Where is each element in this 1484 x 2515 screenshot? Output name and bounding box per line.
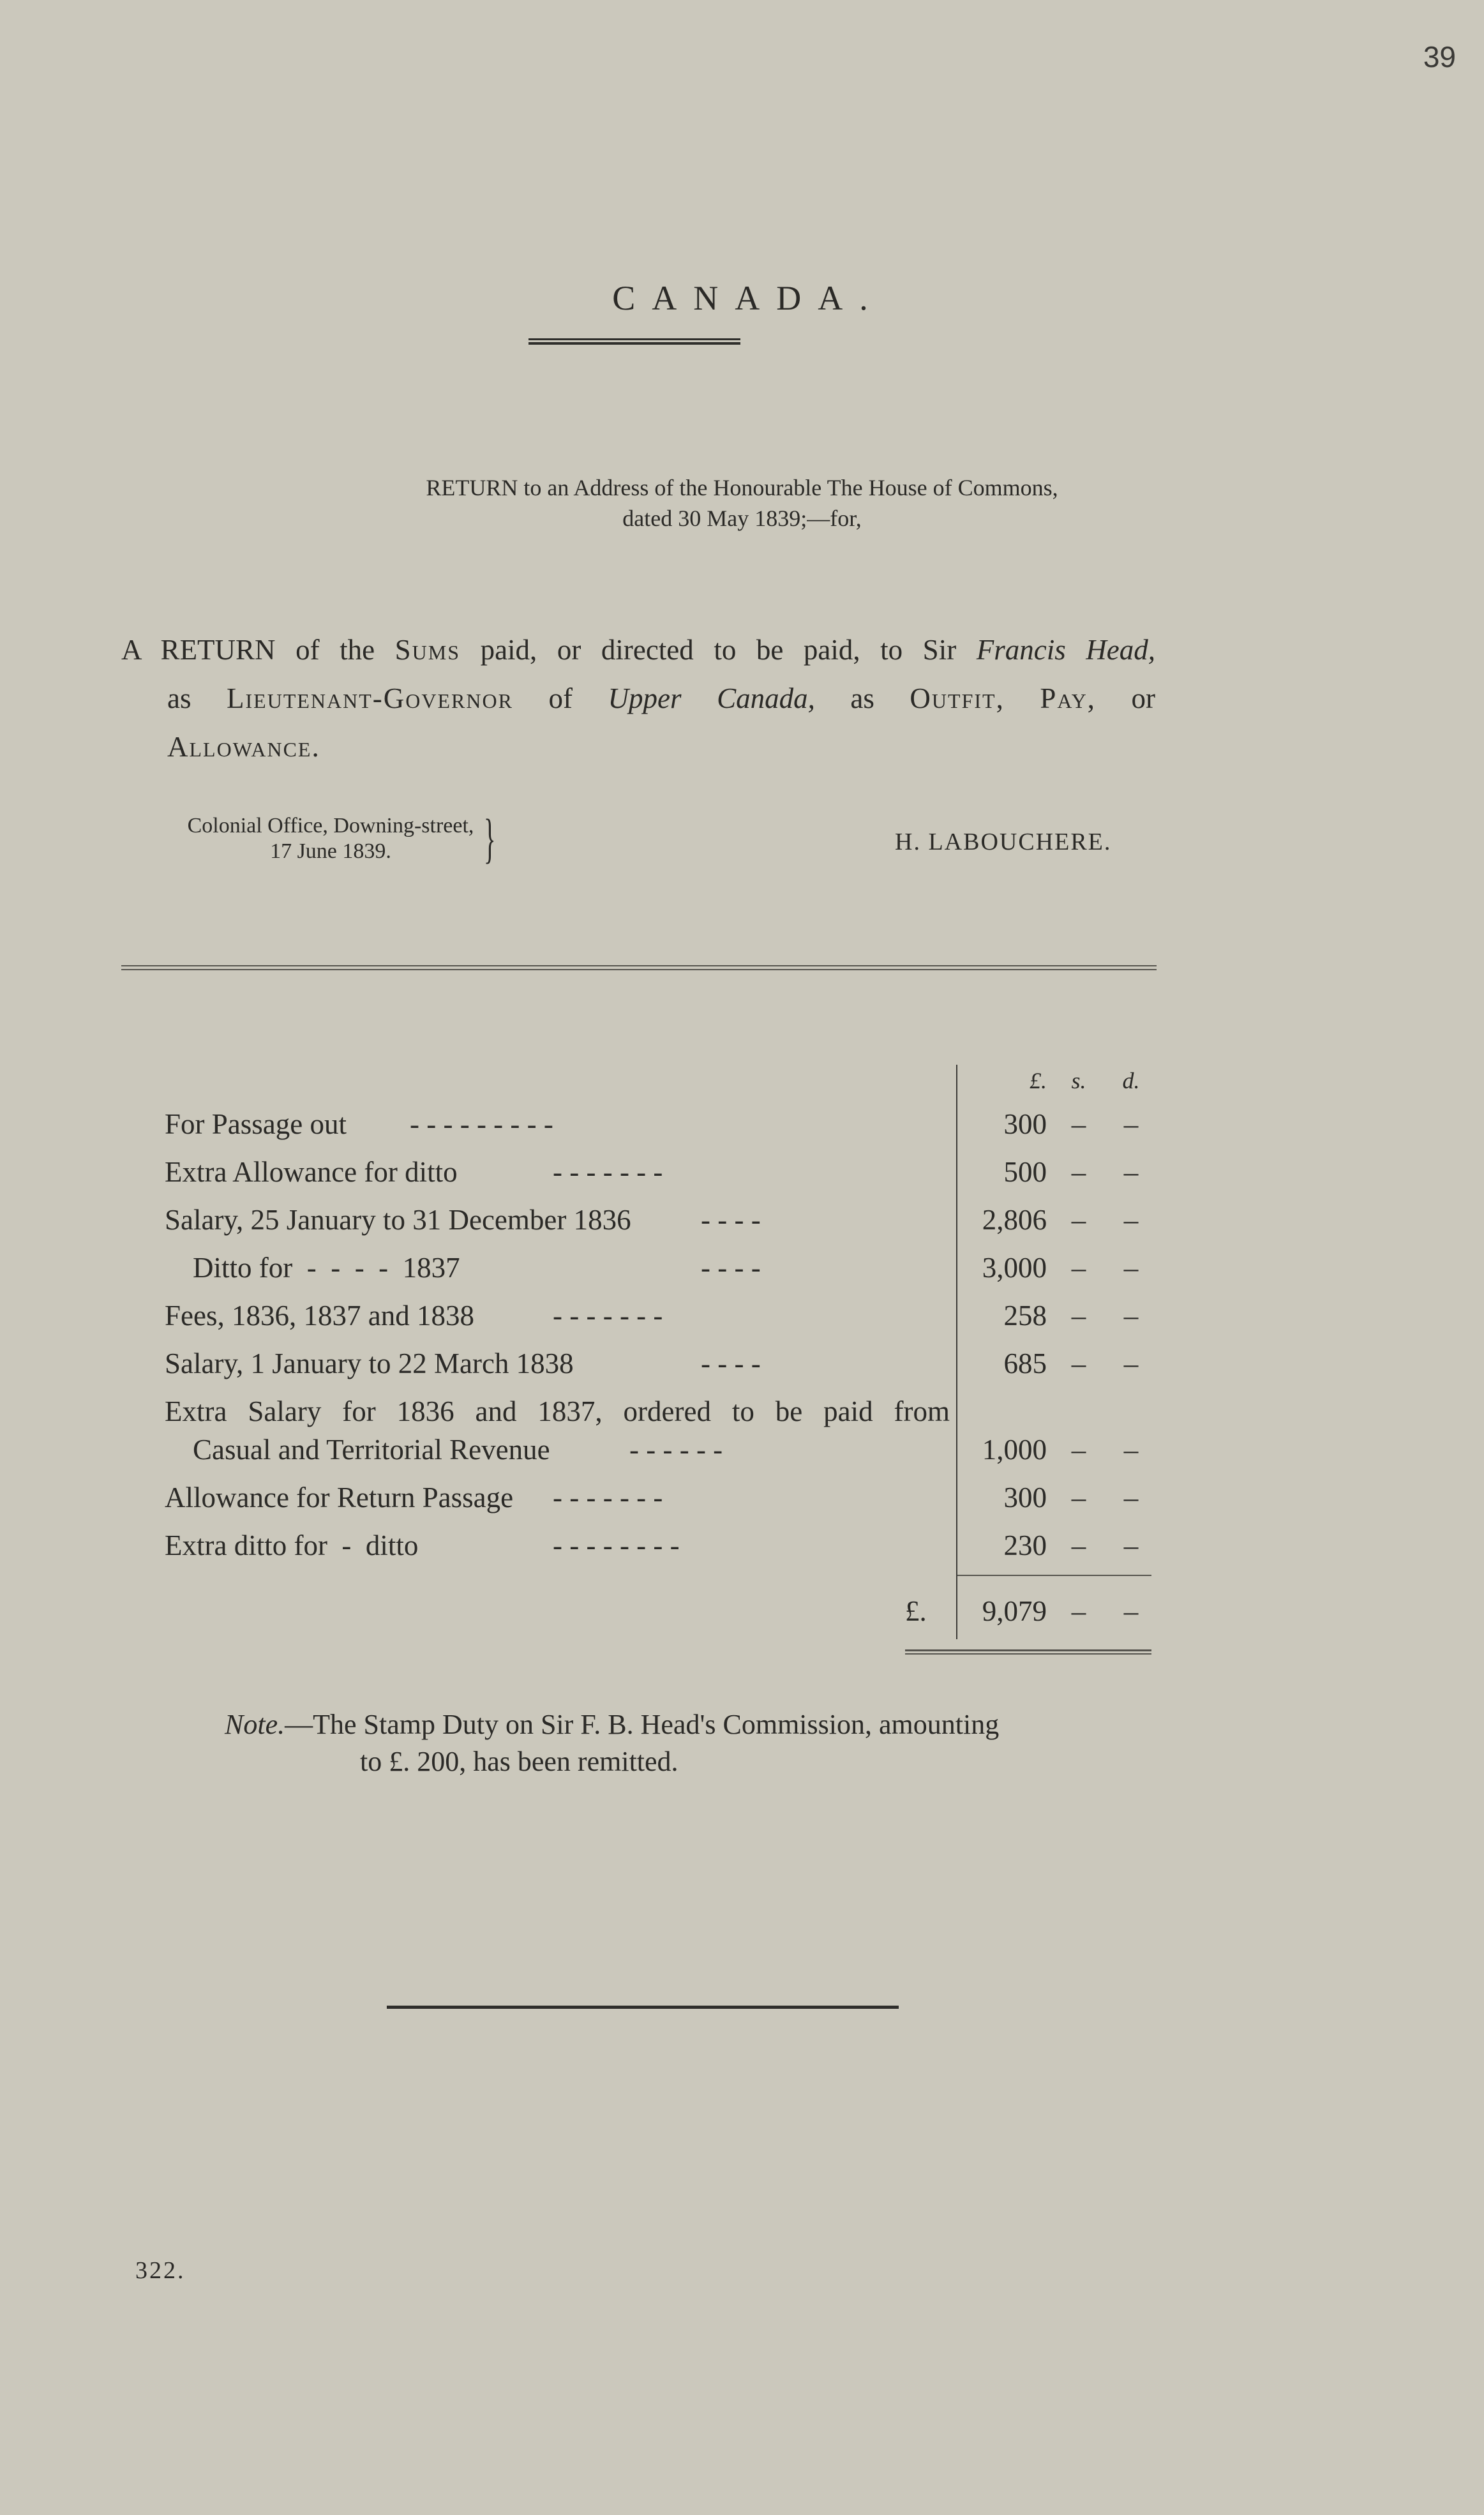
ledger-row-label: For Passage out	[165, 1108, 347, 1140]
ledger-row-shillings: –	[1071, 1108, 1086, 1140]
ledger-row-pence: –	[1123, 1204, 1139, 1236]
dateline-date: 17 June 1839.	[270, 839, 391, 863]
title-rule	[528, 338, 740, 340]
ledger-row-label: Extra ditto for - ditto	[165, 1529, 419, 1561]
page-title: CANADA.	[612, 279, 885, 317]
ledger-row-value: 500	[1003, 1156, 1047, 1188]
return-heading	[121, 626, 1155, 771]
ledger-row-dots: - - - -	[701, 1252, 761, 1284]
ledger-row-pence: –	[1123, 1434, 1139, 1466]
total-symbol: £.	[905, 1595, 927, 1627]
ledger-row-dots: - - - - - - - -	[553, 1529, 680, 1561]
return-heading-line-3: Allowance.	[167, 731, 320, 763]
total-value: 9,079	[982, 1595, 1047, 1627]
ledger-row-shillings: –	[1071, 1348, 1086, 1379]
ledger-row-value: 1,000	[982, 1434, 1047, 1466]
col-head-shillings: s.	[1071, 1068, 1086, 1093]
section-divider	[121, 965, 1157, 966]
dateline	[152, 807, 509, 869]
ledger-row-label: Extra Allowance for ditto	[165, 1156, 458, 1188]
address-line-2: dated 30 May 1839;—for,	[622, 506, 862, 531]
ledger-row-shillings: –	[1071, 1252, 1086, 1284]
ledger-row-label: Extra Salary for 1836 and 1837, ordered to be paid from	[165, 1395, 950, 1427]
ledger-row-dots: - - - - - - -	[553, 1482, 663, 1513]
col-head-pounds: £.	[1030, 1068, 1047, 1093]
footer-number: 322.	[135, 2257, 186, 2284]
dateline-office: Colonial Office, Downing-street,	[187, 814, 474, 837]
ledger-row-shillings: –	[1071, 1300, 1086, 1332]
ledger-row-value: 258	[1003, 1300, 1047, 1332]
ledger-row-label: Casual and Territorial Revenue	[193, 1434, 550, 1466]
ledger-row-label: Salary, 1 January to 22 March 1838	[165, 1348, 574, 1379]
ledger-row-shillings: –	[1071, 1482, 1086, 1513]
ledger-row-value: 685	[1003, 1348, 1047, 1379]
ledger-row-value: 230	[1003, 1529, 1047, 1561]
note-label: Note.	[225, 1709, 285, 1740]
ledger-row-shillings: –	[1071, 1204, 1086, 1236]
ledger-row-shillings: –	[1071, 1156, 1086, 1188]
ledger-row-label: Fees, 1836, 1837 and 1838	[165, 1300, 474, 1332]
ledger-row-dots: - - - - - -	[629, 1434, 723, 1466]
brace-glyph: }	[484, 807, 496, 869]
ledger-row-value: 300	[1003, 1482, 1047, 1513]
ledger-row-dots: - - - - - - -	[553, 1156, 663, 1188]
page-number: 39	[1423, 40, 1456, 73]
ledger-row-pence: –	[1123, 1348, 1139, 1379]
ledger-row-pence: –	[1123, 1300, 1139, 1332]
ledger-row-dots: - - - -	[701, 1348, 761, 1379]
signature: H. LABOUCHERE.	[895, 829, 1112, 855]
ledger-row-label: Ditto for - - - - 1837	[193, 1252, 460, 1284]
ledger-row-pence: –	[1123, 1108, 1139, 1140]
ledger-row-value: 300	[1003, 1108, 1047, 1140]
return-heading-line-1: A RETURN of the Sums paid, or directed to be paid, to Sir Francis Head,	[121, 634, 1155, 666]
ledger-row-value: 3,000	[982, 1252, 1047, 1284]
ledger-row-label: Allowance for Return Passage	[165, 1482, 514, 1513]
closing-rule	[387, 2006, 899, 2009]
ledger-row-pence: –	[1123, 1482, 1139, 1513]
note-line-1: Note.—The Stamp Duty on Sir F. B. Head's Commission, amounting	[225, 1709, 1000, 1740]
total-pence: –	[1123, 1595, 1139, 1627]
address-line-1: RETURN to an Address of the Honourable The House of Commons,	[426, 475, 1058, 500]
title-rule-thick	[528, 342, 740, 345]
ledger-row-value: 2,806	[982, 1204, 1047, 1236]
note-line-2: to £. 200, has been remitted.	[360, 1746, 678, 1777]
ledger-row-pence: –	[1123, 1156, 1139, 1188]
ledger-row-dots: - - - - - - - - -	[410, 1108, 553, 1140]
total-rule	[905, 1649, 1151, 1651]
sum-rule	[957, 1575, 1151, 1576]
total-rule-2	[905, 1653, 1151, 1655]
ledger-row-pence: –	[1123, 1252, 1139, 1284]
address-subtitle	[0, 472, 1484, 534]
ledger-row-pence: –	[1123, 1529, 1139, 1561]
ledger-row-shillings: –	[1071, 1434, 1086, 1466]
ledger-row-dots: - - - - - - -	[553, 1300, 663, 1332]
col-head-pence: d.	[1122, 1068, 1140, 1093]
ledger-row-shillings: –	[1071, 1529, 1086, 1561]
return-heading-line-2: as Lieutenant-Governor of Upper Canada, as Outfit, Pay, or	[167, 682, 1155, 714]
ledger-row-dots: - - - -	[701, 1204, 761, 1236]
ledger-row-label: Salary, 25 January to 31 December 1836	[165, 1204, 631, 1236]
total-shillings: –	[1071, 1595, 1086, 1627]
section-divider-2	[121, 969, 1157, 970]
note	[225, 1706, 1118, 1780]
